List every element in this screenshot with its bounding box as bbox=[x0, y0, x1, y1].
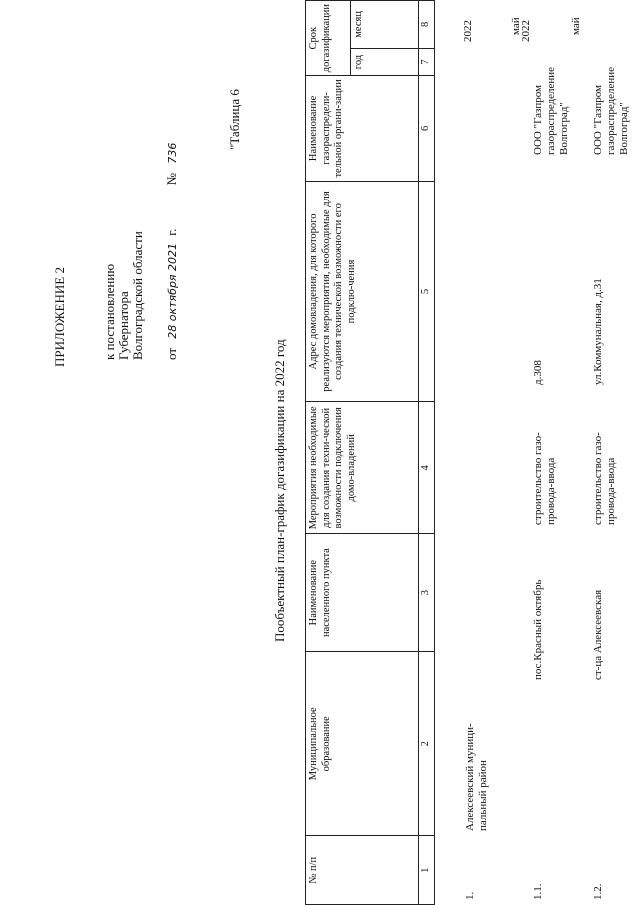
col-number: 2 bbox=[419, 652, 435, 836]
appendix-line-2: Губернатора bbox=[116, 291, 131, 360]
year-suffix: г. bbox=[164, 228, 179, 236]
row-number: 1.2. bbox=[592, 883, 604, 900]
header-deadline-group: Срок догазификации bbox=[306, 1, 351, 76]
from-label: от bbox=[164, 347, 179, 360]
row-measure: строительство газо-провода-ввода bbox=[532, 432, 557, 525]
row-address: д.308 bbox=[532, 360, 544, 385]
appendix-date-line bbox=[164, 143, 180, 360]
header-month: месяц bbox=[351, 1, 419, 49]
header-locality: Наименование населенного пункта bbox=[306, 534, 419, 652]
row-number: 1.1. bbox=[532, 883, 544, 900]
col-number: 6 bbox=[419, 76, 435, 181]
header-num: № п/п bbox=[306, 836, 419, 905]
header-measures: Мероприятия необходимые для создания техни-ческой возможности подключения домо-владений bbox=[306, 402, 419, 534]
col-number: 4 bbox=[419, 402, 435, 534]
number-label: № bbox=[164, 172, 179, 186]
row-month: май bbox=[510, 17, 522, 35]
col-number: 8 bbox=[419, 1, 435, 49]
appendix-block bbox=[103, 231, 145, 360]
column-numbers-row bbox=[419, 1, 435, 905]
header-gas-org: Наименование газораспредели-тельной органи-зации bbox=[306, 76, 419, 181]
col-number: 3 bbox=[419, 534, 435, 652]
appendix-line-3: Волгоградской области bbox=[130, 231, 145, 360]
appendix-title: ПРИЛОЖЕНИЕ 2 bbox=[52, 267, 67, 367]
row-measure: строительство газо-провода-ввода bbox=[592, 432, 617, 525]
row-month: май bbox=[570, 17, 582, 35]
document-title: Пообъектный план-график догазификации на 2022 год bbox=[272, 339, 287, 642]
section-name: Алексеевский муници-пальный район bbox=[464, 723, 489, 831]
plan-table-header bbox=[305, 0, 435, 905]
row-address: ул.Коммунальная, д.31 bbox=[592, 278, 604, 385]
row-gas-org: ООО "Газпром газораспределение Волгоград" bbox=[592, 66, 630, 155]
col-number: 5 bbox=[419, 181, 435, 402]
decree-date: 28 октября 2021 bbox=[166, 242, 179, 339]
row-locality: пос.Красный октябрь bbox=[532, 579, 544, 680]
row-gas-org: ООО "Газпром газораспределение Волгоград" bbox=[532, 66, 570, 155]
decree-number: 736 bbox=[166, 142, 179, 164]
appendix-line-1: к постановлению bbox=[102, 263, 117, 360]
row-year: 2022 bbox=[520, 20, 532, 42]
row-locality: ст-ца Алексеевская bbox=[592, 589, 604, 680]
section-number: 1. bbox=[464, 891, 476, 900]
col-number: 7 bbox=[419, 48, 435, 76]
row-year: 2022 bbox=[462, 20, 474, 42]
table-label: "Таблица 6 bbox=[227, 89, 242, 150]
header-address: Адрес домовладения, для которого реализуются мероприятия, необходимые для создания технической возможности его подклю-чения bbox=[306, 181, 419, 402]
col-number: 1 bbox=[419, 836, 435, 905]
header-municipality: Муниципальное образование bbox=[306, 652, 419, 836]
header-year: год bbox=[351, 48, 419, 76]
